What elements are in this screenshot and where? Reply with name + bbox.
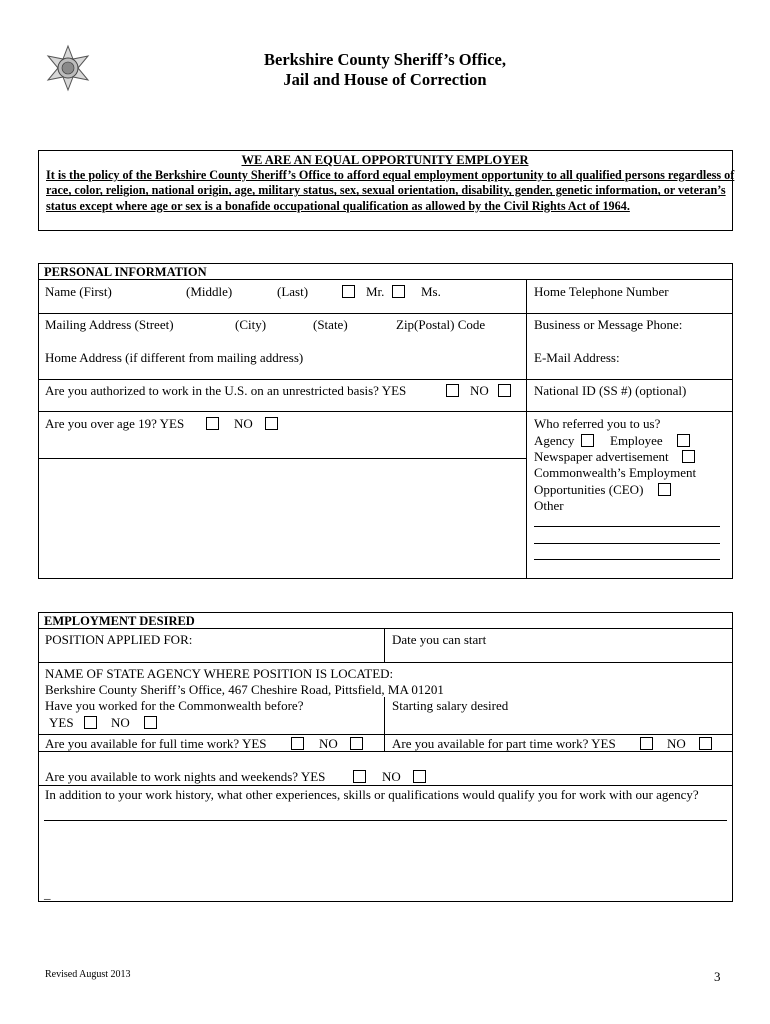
national-id-label: National ID (SS #) (optional) [534, 383, 687, 398]
state-agency-label: NAME OF STATE AGENCY WHERE POSITION IS LOCATED: [45, 666, 394, 681]
qualifications-question: In addition to your work history, what other experiences, skills or qualifications would qualify you for work with our agency? [45, 787, 699, 802]
name-middle-label: (Middle) [186, 284, 233, 299]
date-start-label: Date you can start [392, 632, 487, 647]
worked-before-yes-label: YES [49, 715, 74, 730]
referred-label: Who referred you to us? [534, 416, 661, 431]
page-number: 3 [714, 969, 721, 984]
qualifications-answer-area[interactable]: _ [44, 886, 51, 901]
other-line-3[interactable] [534, 559, 720, 560]
part-time-no-label: NO [667, 736, 686, 751]
employment-desired-heading: EMPLOYMENT DESIRED [44, 614, 195, 628]
authorized-yes-checkbox[interactable] [446, 384, 459, 397]
eeo-policy-text: It is the policy of the Berkshire County Sheriff’s Office to afford equal employment opportunity to all qualified persons regardless of race, color, religion, national origin, age, military status, sex, sexual orientation, disability, gender, genetic information, or veteran’s status except where age or sex is a bonafide occupational qualification as allowed by the Civil Rights Act of 1964. [46, 168, 735, 213]
ms-checkbox[interactable] [392, 285, 405, 298]
page-title-line1: Berkshire County Sheriff’s Office, [264, 50, 506, 69]
mailing-zip-label: Zip(Postal) Code [396, 317, 486, 332]
newspaper-checkbox[interactable] [682, 450, 695, 463]
nights-yes-checkbox[interactable] [353, 770, 366, 783]
age-no-label: NO [234, 416, 253, 431]
employee-checkbox[interactable] [677, 434, 690, 447]
age-no-checkbox[interactable] [265, 417, 278, 430]
name-first-label: Name (First) [45, 284, 112, 299]
other-line-2[interactable] [534, 543, 720, 544]
part-time-yes-checkbox[interactable] [640, 737, 653, 750]
page-title-line2: Jail and House of Correction [283, 70, 487, 89]
authorized-label: Are you authorized to work in the U.S. on an unrestricted basis? YES [45, 383, 407, 398]
ceo-label-line1: Commonwealth’s Employment [534, 465, 697, 480]
worked-before-yes-checkbox[interactable] [84, 716, 97, 729]
authorized-no-label: NO [470, 383, 489, 398]
part-time-no-checkbox[interactable] [699, 737, 712, 750]
part-time-label: Are you available for part time work? YES [392, 736, 616, 751]
name-last-label: (Last) [277, 284, 309, 299]
full-time-label: Are you available for full time work? YES [45, 736, 267, 751]
age-yes-checkbox[interactable] [206, 417, 219, 430]
worked-before-no-label: NO [111, 715, 130, 730]
agency-checkbox[interactable] [581, 434, 594, 447]
ms-label: Ms. [421, 284, 441, 299]
authorized-no-checkbox[interactable] [498, 384, 511, 397]
nights-weekends-label: Are you available to work nights and weekends? YES [45, 769, 326, 784]
home-phone-label: Home Telephone Number [534, 284, 669, 299]
full-time-no-checkbox[interactable] [350, 737, 363, 750]
mailing-state-label: (State) [313, 317, 348, 332]
employment-desired-section [38, 612, 733, 902]
newspaper-label: Newspaper advertisement [534, 449, 669, 464]
home-address-label: Home Address (if different from mailing address) [45, 350, 304, 365]
worked-before-label: Have you worked for the Commonwealth before? [45, 698, 304, 713]
email-label: E-Mail Address: [534, 350, 620, 365]
age-label: Are you over age 19? YES [45, 416, 185, 431]
employee-label: Employee [610, 433, 663, 448]
worked-before-no-checkbox[interactable] [144, 716, 157, 729]
other-line-1[interactable] [534, 526, 720, 527]
position-applied-label: POSITION APPLIED FOR: [45, 632, 193, 647]
other-label: Other [534, 498, 564, 513]
full-time-no-label: NO [319, 736, 338, 751]
eeo-heading: WE ARE AN EQUAL OPPORTUNITY EMPLOYER [241, 153, 529, 167]
ceo-checkbox[interactable] [658, 483, 671, 496]
mailing-street-label: Mailing Address (Street) [45, 317, 174, 332]
nights-no-label: NO [382, 769, 401, 784]
starting-salary-label: Starting salary desired [392, 698, 509, 713]
full-time-yes-checkbox[interactable] [291, 737, 304, 750]
business-phone-label: Business or Message Phone: [534, 317, 683, 332]
mr-label: Mr. [366, 284, 385, 299]
ceo-label-line2: Opportunities (CEO) [534, 482, 644, 497]
mr-checkbox[interactable] [342, 285, 355, 298]
agency-label: Agency [534, 433, 575, 448]
nights-no-checkbox[interactable] [413, 770, 426, 783]
personal-info-heading: PERSONAL INFORMATION [44, 265, 207, 279]
revised-date: Revised August 2013 [45, 969, 131, 980]
state-agency-value: Berkshire County Sheriff’s Office, 467 Cheshire Road, Pittsfield, MA 01201 [45, 682, 444, 697]
mailing-city-label: (City) [235, 317, 267, 332]
